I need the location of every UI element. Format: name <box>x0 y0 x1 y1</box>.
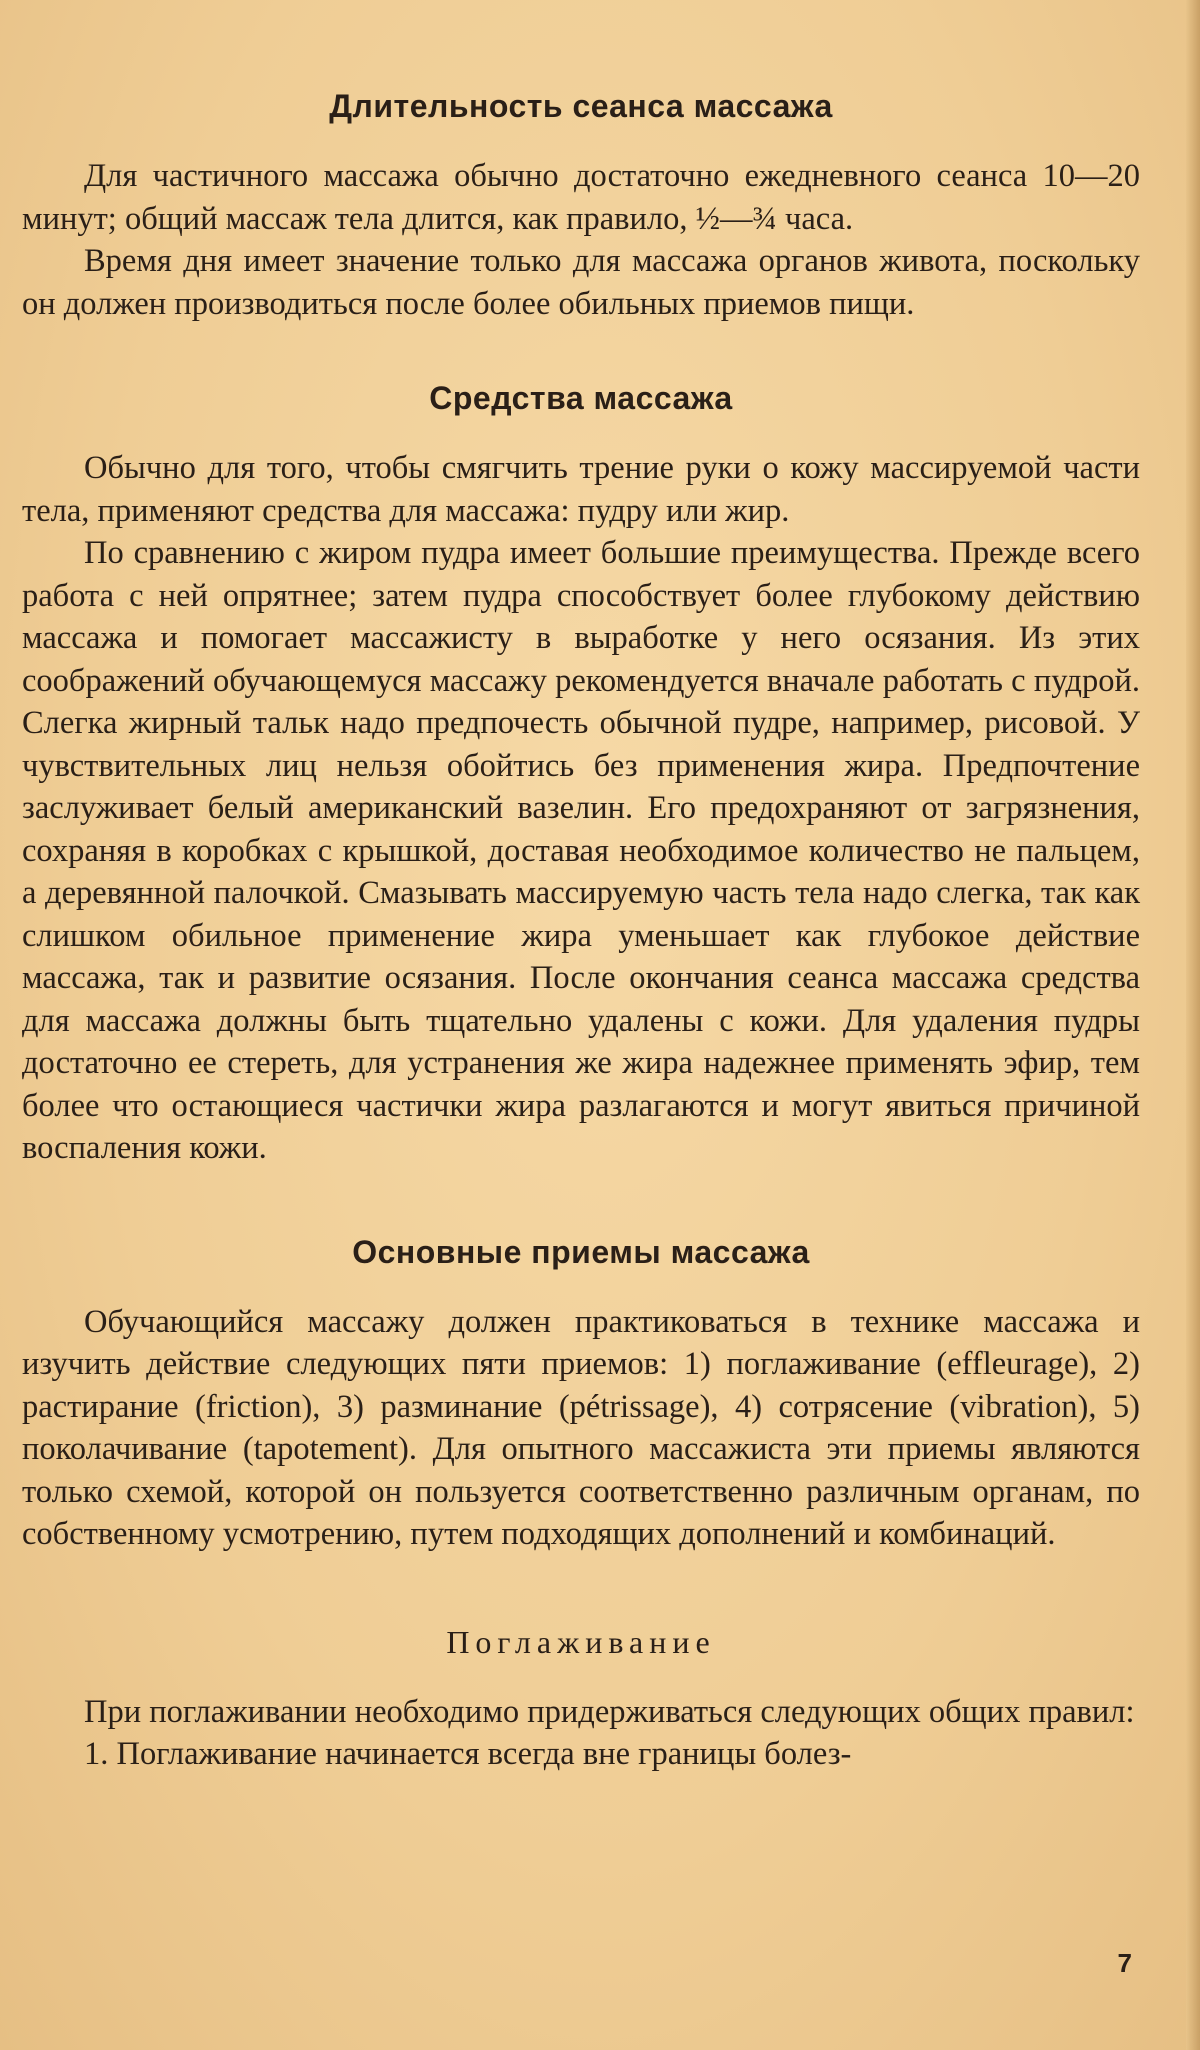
section-heading-duration: Длительность сеанса массажа <box>329 88 833 124</box>
paragraph-stroking-rule-1: 1. Поглаживание начинается всегда вне границы болез- <box>84 1736 852 1772</box>
paragraph-means-1: Обычно для того, чтобы смягчить трение руки о кожу массируемой части тела, применяют средства для массажа: пудру или жир. <box>22 450 1140 529</box>
subsection-heading-stroking: Поглаживание <box>446 1623 716 1660</box>
section-heading-techniques: Основные приемы массажа <box>352 1233 810 1270</box>
page-number: 7 <box>1117 1948 1132 1978</box>
paragraph-techniques-1: Обучающийся массажу должен практиковаться в технике массажа и изучить действие следующих пяти приемов: 1) поглаживание (effleurage), 2) растирание (friction), 3) разминание (pétrissage), 4) сотрясение (vibration), 5) поколачивание (tapotement). Для опытного массажиста эти приемы являются только схемой, которой он пользуется соответственно различным органам, по собственному усмотрению, путем подходящих дополнений и комбинаций. <box>22 1303 1140 1552</box>
paragraph-duration-1: Для частичного массажа обычно достаточно ежедневного сеанса 10—20 минут; общий массаж тела длится, как правило, ½—¾ часа. <box>22 158 1140 237</box>
text-column <box>22 88 1140 1776</box>
section-heading-means: Средства массажа <box>429 380 733 416</box>
paragraph-duration-2: Время дня имеет значение только для массажа органов живота, поскольку он должен производиться после более обильных приемов пищи. <box>22 243 1140 322</box>
page-edge-shadow <box>1186 0 1200 2050</box>
paragraph-means-2: По сравнению с жиром пудра имеет большие преимущества. Прежде всего работа с ней опрятнее; затем пудра способствует более глубокому действию массажа и помогает массажисту в выработке у него осязания. Из этих соображений обучающемуся массажу рекомендуется вначале работать с пудрой. Слегка жирный тальк надо предпочесть обычной пудре, например, рисовой. У чувствительных лиц нельзя обойтись без применения жира. Предпочтение заслуживает белый американский вазелин. Его предохраняют от загрязнения, сохраняя в коробках с крышкой, доставая необходимое количество не пальцем, а деревянной палочкой. Смазывать массируемую часть тела надо слегка, так как слишком обильное применение жира уменьшает как глубокое действие массажа, так и развитие осязания. После окончания сеанса массажа средства для массажа должны быть тщательно удалены с кожи. Для удаления пудры достаточно ее стереть, для устранения же жира надежнее применять эфир, тем более что остающиеся частички жира разлагаются и могут явиться причиной воспаления кожи. <box>22 535 1140 1166</box>
paragraph-stroking-intro: При поглаживании необходимо придерживаться следующих общих правил: <box>84 1693 1135 1730</box>
